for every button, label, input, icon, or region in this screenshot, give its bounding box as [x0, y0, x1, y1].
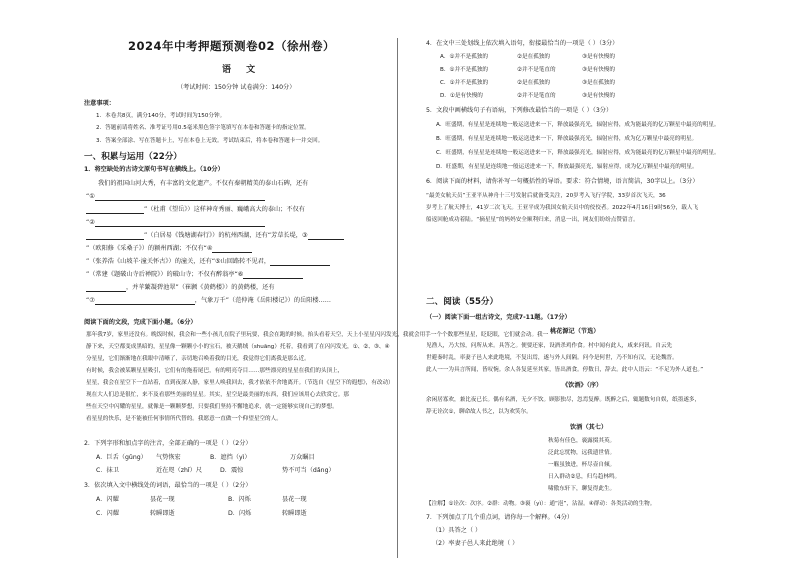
q1-line: “①	[86, 193, 265, 201]
q2-option-a: A．巨舌（gǔng）	[96, 454, 147, 461]
answer-blank[interactable]	[212, 246, 252, 253]
exam-info: （考试时间：150分钟 试卷满分：140分）	[177, 84, 296, 91]
subject-title: 语 文	[222, 65, 262, 75]
q1-line: ”（白居易《钱塘湖春行》）的杭州西湖，还有“芳草长堤，③	[86, 232, 344, 240]
note-item: 2．答题前请将姓名、准考证号用0.5毫米黑色签字笔填写在本卷和答题卡的指定位置。	[96, 125, 310, 131]
q4-option-d-3: ③是有快慢的	[582, 93, 615, 99]
answer-blank[interactable]	[86, 207, 144, 214]
q1-line: ”（常建《题破山寺后禅院》）的破山寺；不仅有醉翁亭“⑥	[86, 271, 303, 279]
q4-option-c-2: ②是在孤独的	[517, 80, 550, 86]
reading-heading: 阅读下面的文段，完成下面小题。（6分）	[84, 319, 197, 326]
q5-option-d: D．旺盛期，有星星是连续地一般运送进来一下，释放最强亮光，辐射应得，成为亿万颗星中最亮的明星。	[436, 164, 698, 170]
q3-option-d: D．闪烁	[228, 510, 252, 517]
reading-line: 现在大人们总是很忙，来不及看那些美丽的星星。其实，星空是最美丽的东西，我们应该用心去欣赏它。那	[86, 392, 349, 398]
q2-option-b: B．遮挡（yì）	[210, 454, 251, 461]
q2-option-c: C．抹卫	[96, 467, 119, 474]
q3-option-b: B．闪烁	[228, 496, 251, 503]
note-item: 1．本卷共8页，满分140分，考试时间为150分钟。	[96, 113, 226, 119]
answer-blank[interactable]	[270, 259, 330, 266]
q7-item: （1）具答之（ ）	[432, 527, 482, 534]
q3-option-b-term: 昙花一现	[282, 496, 307, 503]
poem-title: 饮酒（其七）	[570, 424, 608, 431]
q3-option-a: A．闪耀	[96, 496, 119, 503]
answer-blank[interactable]	[95, 194, 265, 201]
answer-blank[interactable]	[86, 285, 126, 292]
question-4: 4．在文中三处划线上依次填入语句，衔接最恰当的一项是（ ）（3分）	[426, 40, 619, 47]
answer-blank[interactable]	[86, 233, 144, 240]
question-7: 7．下列加点了几个重点词，请你每一个解释。（4分）	[426, 514, 574, 521]
question-1: 1．将空缺处的古诗文原句书写在横线上。（10分）	[84, 166, 224, 173]
q4-option-a-3: ③是有快慢的	[582, 54, 615, 60]
poem-line: 见渔人，乃大惊，问所从来。具答之。便要还家，设酒杀鸡作食。村中闻有此人，咸来问讯。自云先	[426, 343, 673, 349]
poem-line: 世避秦时乱，率妻子邑人来此绝境，不复出焉，遂与外人间隔。问今是何世，乃不知有汉，无论魏晋。	[426, 355, 678, 361]
reading-line: 那年我7岁，家里还没有。晚饭时候，我会和一些小孩儿在院子里玩要，我会在跑的时候，抬头看着天空，天上小星星闪闪发光，我就会用手一个个数那些星星，眨眨眼，它们就会动。我一	[86, 332, 549, 338]
q5-option-c: C．旺盛期，有星星是连续地一般运送进来一下，释放最强亮光，辐射应得，成为能最亮的亿万颗星中最亮的明星。	[436, 150, 720, 156]
poem-line: 辞无诠次①，聊命故人书之，以为欢笑尔。	[426, 409, 532, 415]
q2-option-a-term: 气势恢宏	[156, 454, 181, 461]
q2-option-b-term: 万众瞩目	[290, 454, 315, 461]
q1-line: ”（杜甫《望岳》）这样神奇秀丽、巍峨高大的泰山；不仅有	[86, 206, 305, 214]
q1-line: “⑦ ，气象万千”（范仲淹《岳阳楼记》）的岳阳楼……	[86, 297, 331, 304]
q2-option-c-term: 近在咫（zhǐ）尺	[156, 467, 203, 474]
q4-option-d: D．①是有快慢的	[440, 93, 483, 99]
q6-material: 船返回舱成功着陆。“摘星星”的妈妈安全顺利归来，消息一出，网友们纷纷点赞留言。	[426, 217, 639, 223]
reading-line: 看星星的快乐，是不能被任何事情所代替的。我愿意一直做一个仰望星空的人。	[86, 416, 282, 422]
q4-option-b-2: ②并不是笔直的	[517, 67, 556, 73]
poem-line: 余闲居寡欢，兼比夜已长。偶有名酒，无夕不饮。顾影独尽，忽焉复醉。既醉之后，辄题数句自娱，纸墨遂多，	[426, 397, 701, 403]
question-5: 5．文段中画横线句子有语病，下列修改最恰当的一项是（ ）（3分）	[426, 107, 613, 114]
reading-line: 星星，我会在星空下一直站着，直到夜深人静，家里人唤我回去，我才依依不舍地离开。（节选自《星空下的遐想》，有改动）	[86, 380, 394, 386]
notes-heading: 注意事项：	[84, 100, 115, 107]
q5-option-b: B．旺盛期，有星星是连续地一般运送进来一下，释放最强亮光，辐射应得，成为亿万颗星中最亮的明星。	[436, 136, 698, 142]
answer-blank[interactable]	[95, 298, 195, 305]
answer-blank[interactable]	[243, 272, 303, 279]
exam-title: 2024年中考押题预测卷02（徐州卷）	[128, 39, 336, 53]
subsection-heading: （一）阅读下面一组古诗文，完成7-11题。（17分）	[426, 314, 571, 321]
q2-option-d: D．震惊	[220, 467, 244, 474]
reading-line: 些在天空中闪耀的星星，就像是一颗颗梦想，只要我们坚持不懈地追求，就一定能够实现自己的梦想。	[86, 404, 338, 410]
q3-option-a-term: 昙花一现	[150, 496, 175, 503]
q7-item: （2）率妻子邑人来此绝境（ ）	[432, 540, 519, 547]
q1-line: ，并苹蘩凝碧池翠”（崔颢《黄鹤楼》）的黄鹤楼，还有	[86, 284, 275, 292]
q4-option-b: B．①并不是孤独的	[440, 67, 489, 73]
answer-blank[interactable]	[308, 233, 344, 240]
poem-line: 日入群动②息，归鸟趋林鸣。	[548, 474, 621, 480]
section-heading: 一、积累与运用（22分）	[84, 152, 182, 162]
q2-option-d-term: 势不可当（dǎng）	[282, 467, 335, 474]
question-2: 2．下列字形和加点字的注音，全部正确的一项是（ ）（2分）	[84, 440, 252, 447]
q3-option-d-term: 转瞬即逝	[282, 510, 307, 517]
q1-line: ”（欧阳修《采桑子》）的颍州西湖；不仅有“④	[86, 245, 252, 253]
q3-option-c: C．闪耀	[96, 510, 119, 517]
q1-line: 我们的祖国山河大秀，有丰富的文化遗产。不仅有秦朝精美的泰山石碑，还有	[98, 180, 309, 187]
q4-option-a: A．①并不是孤独的	[440, 54, 488, 60]
q6-material: “最美女航天员”王亚平从神舟十三号发射后就备受关注，20岁考入飞行学院，33岁首次飞天，36	[426, 193, 666, 199]
answer-blank[interactable]	[95, 220, 265, 227]
q3-option-c-term: 转瞬即逝	[150, 510, 175, 517]
annotation-note: 【注解】①诠次：次序。②群：动物。③裛（yì）：通“浥”，沾湿。④群动：各类活动的生物。	[426, 501, 656, 507]
q4-option-d-2: ②并不是笔直的	[517, 93, 556, 99]
q1-line: “②	[86, 219, 265, 227]
poem-line: 啸傲东轩下，聊复得此生。	[548, 486, 616, 492]
q6-material: 岁考上了航天博士，41岁二次飞天。王亚平成为我国女航天员中的佼佼者。2022年4月16日9时56分，载人飞	[426, 205, 699, 211]
q4-option-a-2: ②是在孤独的	[517, 54, 550, 60]
poem-line: 此人一一为具言所闻，皆叹惋。余人各复延至其家，皆出酒食。停数日，辞去。此中人语云：“不足为外人道也。”	[426, 367, 704, 373]
q4-option-c: C．①并不是孤独的	[440, 80, 489, 86]
q1-line: ”（张养浩《山坡羊·潼关怀古》）的潼关，还有“⑤山回路转不见君，	[86, 258, 330, 266]
q4-option-c-3: ③是在孤独的	[582, 80, 615, 86]
reading-line: 有时候，我会被某颗星星吸引，它们有的拖着尾巴，有的明亮夺目……那些漂亮的星星在我们的头顶上，	[86, 368, 344, 374]
question-3: 3．依次填入文中横线处的词语，最恰当的一项是（ ）（2分）	[84, 482, 252, 489]
q4-option-b-3: ③是有快慢的	[582, 67, 615, 73]
q5-option-a: A．旺盛期，有星星是连续地一般运送进来一下，释放最强亮光，辐射应得，成为能最亮的亿万颗星中最亮的明星。	[436, 122, 720, 128]
reading-line: 静下来，天空都变成黑暗的，星星像一颗颗小小的宝石，被天鹅绒（shuāng）托着，我看到了在闪闪发光，①、②、③、④	[86, 344, 390, 350]
note-item: 3．答案全部涂、写在答题卡上，写在本卷上无效。考试结束后，将本卷和答题卡一并交回。	[96, 138, 324, 144]
section-heading-reading: 二、阅读（55分）	[426, 297, 499, 307]
reading-line: 分星星，它们渐渐地在我眼中清晰了，亲切地召唤着我的目光，我觉得它们离我是那么近。	[86, 356, 310, 362]
poem-line: 秋菊有佳色，裛露掇其英。	[548, 438, 616, 444]
poem-line: 泛此忘忧物，远我遗世情。	[548, 450, 616, 456]
column-divider	[397, 38, 398, 558]
poem-title: 《饮酒》（序）	[562, 382, 603, 389]
question-6: 6．阅读下面的材料，请你补写一句概括性的导语。要求：符合情境，语言简洁，30字以上。（3分）	[426, 178, 699, 185]
poem-line: 一觞虽独进，杯尽壶自倾。	[548, 462, 616, 468]
poem-title: 桃花源记（节选）	[550, 328, 600, 335]
